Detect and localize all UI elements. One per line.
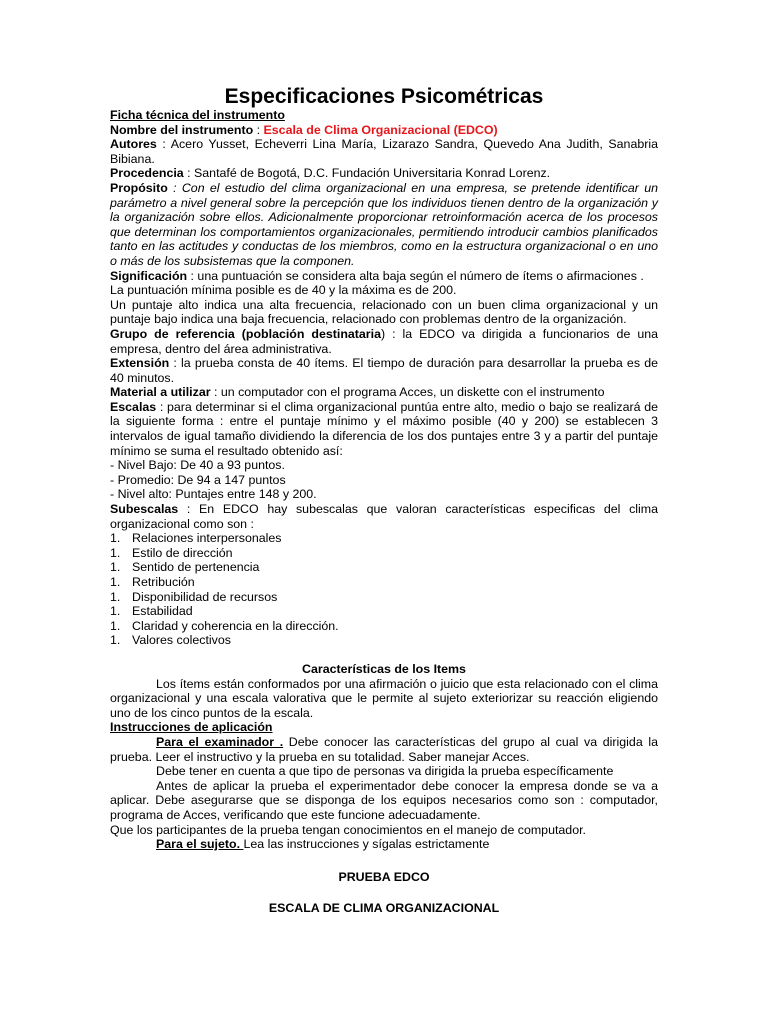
extension-label: Extensión <box>110 356 170 371</box>
list-item-text: Relaciones interpersonales <box>132 531 282 546</box>
list-item-number: 1. <box>110 545 121 560</box>
grupo-paragraph <box>110 327 658 356</box>
proposito-value: : Con el estudio del clima organizacional en una empresa, se pretende identificar un parámetro a nivel general sobre la percepción que los individuos tienen dentro de la organización y la organización sobre ellos. Adicionalmente proporcionar retroinformación acerca de los procesos que determinan los comportamientos organizacionales, permitiendo introducir cambios planificados tanto en las actitudes y conductas de los miembros, como en la estructura organizacional o en uno o más de los subsistemas que la componen. <box>110 180 658 268</box>
list-item-text: Estilo de dirección <box>132 545 233 560</box>
list-item-number: 1. <box>110 604 121 619</box>
escalas-value: : para determinar si el clima organizacional puntúa entre alto, medio o bajo se realizará de la siguiente forma : entre el puntaje mínimo y el máximo posible (40 y 200) se establecen 3 intervalos de igual tamaño dividiendo la diferencia de los dos puntajes entre 3 y a partir del puntaje mínimo se suma el resultado obtenido así: <box>110 399 658 458</box>
list-item-text: Sentido de pertenencia <box>132 560 260 575</box>
nombre-label: Nombre del instrumento <box>110 122 254 137</box>
escalas-paragraph <box>110 400 658 458</box>
examinador-label: Para el examinador . <box>156 734 284 749</box>
nombre-sep: : <box>253 122 264 137</box>
examinador-paragraph-3 <box>110 779 658 823</box>
proposito-paragraph <box>110 181 658 269</box>
examinador-paragraph <box>110 735 658 764</box>
instrucciones-heading: Instrucciones de aplicación <box>110 720 273 735</box>
nivel-alto: - Nivel alto: Puntajes entre 148 y 200. <box>110 487 317 502</box>
significacion-value: : una puntuación se considera alta baja según el número de ítems o afirmaciones . La puntuación mínima posible es de 40 y la máxima es de 200. <box>110 268 644 298</box>
list-item <box>110 590 658 605</box>
caracteristicas-heading: Características de los Items <box>302 661 466 676</box>
list-item-text: Estabilidad <box>132 604 193 619</box>
list-item-text: Retribución <box>132 575 195 589</box>
caracteristicas-text: Los ítems están conformados por una afirmación o juicio que esta relacionado con el clima organizacional y una escala valorativa que le permite al sujeto exteriorizar su reacción eligiendo uno de los cinco puntos de la escala. <box>110 676 658 720</box>
nivel-bajo: - Nivel Bajo: De 40 a 93 puntos. <box>110 458 285 473</box>
grupo-paren: ) <box>380 326 386 341</box>
caracteristicas-paragraph <box>110 677 658 721</box>
procedencia-value: : Santafé de Bogotá, D.C. Fundación Universitaria Konrad Lorenz. <box>183 166 551 181</box>
significacion-paragraph <box>110 269 658 298</box>
subescalas-value: : En EDCO hay subescalas que valoran características especificas del clima organizacional como son : <box>110 502 658 531</box>
subescalas-paragraph <box>110 502 658 531</box>
grupo-label: Grupo de referencia (población destinataria <box>110 326 381 341</box>
extension-value: : la prueba consta de 40 ítems. El tiempo de duración para desarrollar la prueba es de 40 minutos. <box>110 356 658 385</box>
list-item-number: 1. <box>110 560 121 575</box>
instrument-name: Escala de Clima Organizacional (EDCO) <box>263 122 498 137</box>
list-item <box>110 633 658 648</box>
list-item <box>110 546 658 561</box>
list-item-text: Disponibilidad de recursos <box>132 589 278 604</box>
sujeto-paragraph <box>110 837 658 852</box>
escalas-label: Escalas <box>110 399 157 414</box>
puntaje-paragraph: Un puntaje alto indica una alta frecuencia, relacionado con un buen clima organizacional y un puntaje bajo indica una baja frecuencia, relacionado con problemas dentro de la organización. <box>110 297 658 327</box>
autores-label: Autores <box>110 137 157 152</box>
list-item <box>110 619 658 634</box>
escala-heading: ESCALA DE CLIMA ORGANIZACIONAL <box>268 901 500 916</box>
list-item <box>110 575 658 590</box>
proposito-label: Propósito <box>110 180 168 195</box>
participantes-paragraph: Que los participantes de la prueba tengan conocimientos en el manejo de computador. <box>110 822 586 837</box>
list-item-number: 1. <box>110 589 121 604</box>
prueba-heading: PRUEBA EDCO <box>338 869 430 884</box>
list-item-number: 1. <box>110 531 121 546</box>
significacion-label: Significación <box>110 268 188 283</box>
autores-value: : Acero Yusset, Echeverri Lina María, Lizarazo Sandra, Quevedo Ana Judith, Sanabria Bibiana. <box>110 137 658 166</box>
grupo-value: : la EDCO va dirigida a funcionarios de una empresa, dentro del área administrativa. <box>110 326 658 356</box>
nombre-line <box>110 123 658 138</box>
sujeto-value: Lea las instrucciones y sígalas estrictamente <box>243 837 490 852</box>
list-item-text: Valores colectivos <box>132 633 231 648</box>
list-item <box>110 531 658 546</box>
page-title: Especificaciones Psicométricas <box>224 85 544 108</box>
examinador-text-3: Antes de aplicar la prueba el experimentador debe conocer la empresa donde se va a aplicar. Debe asegurarse que se disponga de los equipos necesarios como son : computador, programa de Acces, verificando que este funcione adecuadamente. <box>110 778 658 822</box>
material-line <box>110 385 658 400</box>
list-item <box>110 560 658 575</box>
list-item-number: 1. <box>110 633 121 648</box>
sujeto-label: Para el sujeto. <box>156 837 244 852</box>
material-label: Material a utilizar <box>110 385 211 400</box>
subescalas-list <box>110 531 658 648</box>
list-item-number: 1. <box>110 575 121 589</box>
extension-paragraph <box>110 356 658 385</box>
procedencia-line <box>110 166 658 181</box>
list-item <box>110 604 658 619</box>
examinador-value: Debe conocer las características del grupo al cual va dirigida la prueba. Leer el instructivo y la prueba en su totalidad. Saber manejar Acces. <box>110 734 659 764</box>
autores-line <box>110 137 658 166</box>
procedencia-label: Procedencia <box>110 166 184 181</box>
material-value: : un computador con el programa Acces, un diskette con el instrumento <box>210 385 605 400</box>
list-item-text: Claridad y coherencia en la dirección. <box>132 618 339 633</box>
ficha-heading: Ficha técnica del instrumento <box>110 108 285 122</box>
subescalas-label: Subescalas <box>110 502 179 517</box>
examinador-paragraph-2: Debe tener en cuenta a que tipo de personas va dirigida la prueba específicamente <box>156 764 614 779</box>
list-item-number: 1. <box>110 618 121 633</box>
document-body <box>110 108 658 916</box>
nivel-promedio: - Promedio: De 94 a 147 puntos <box>110 472 286 487</box>
